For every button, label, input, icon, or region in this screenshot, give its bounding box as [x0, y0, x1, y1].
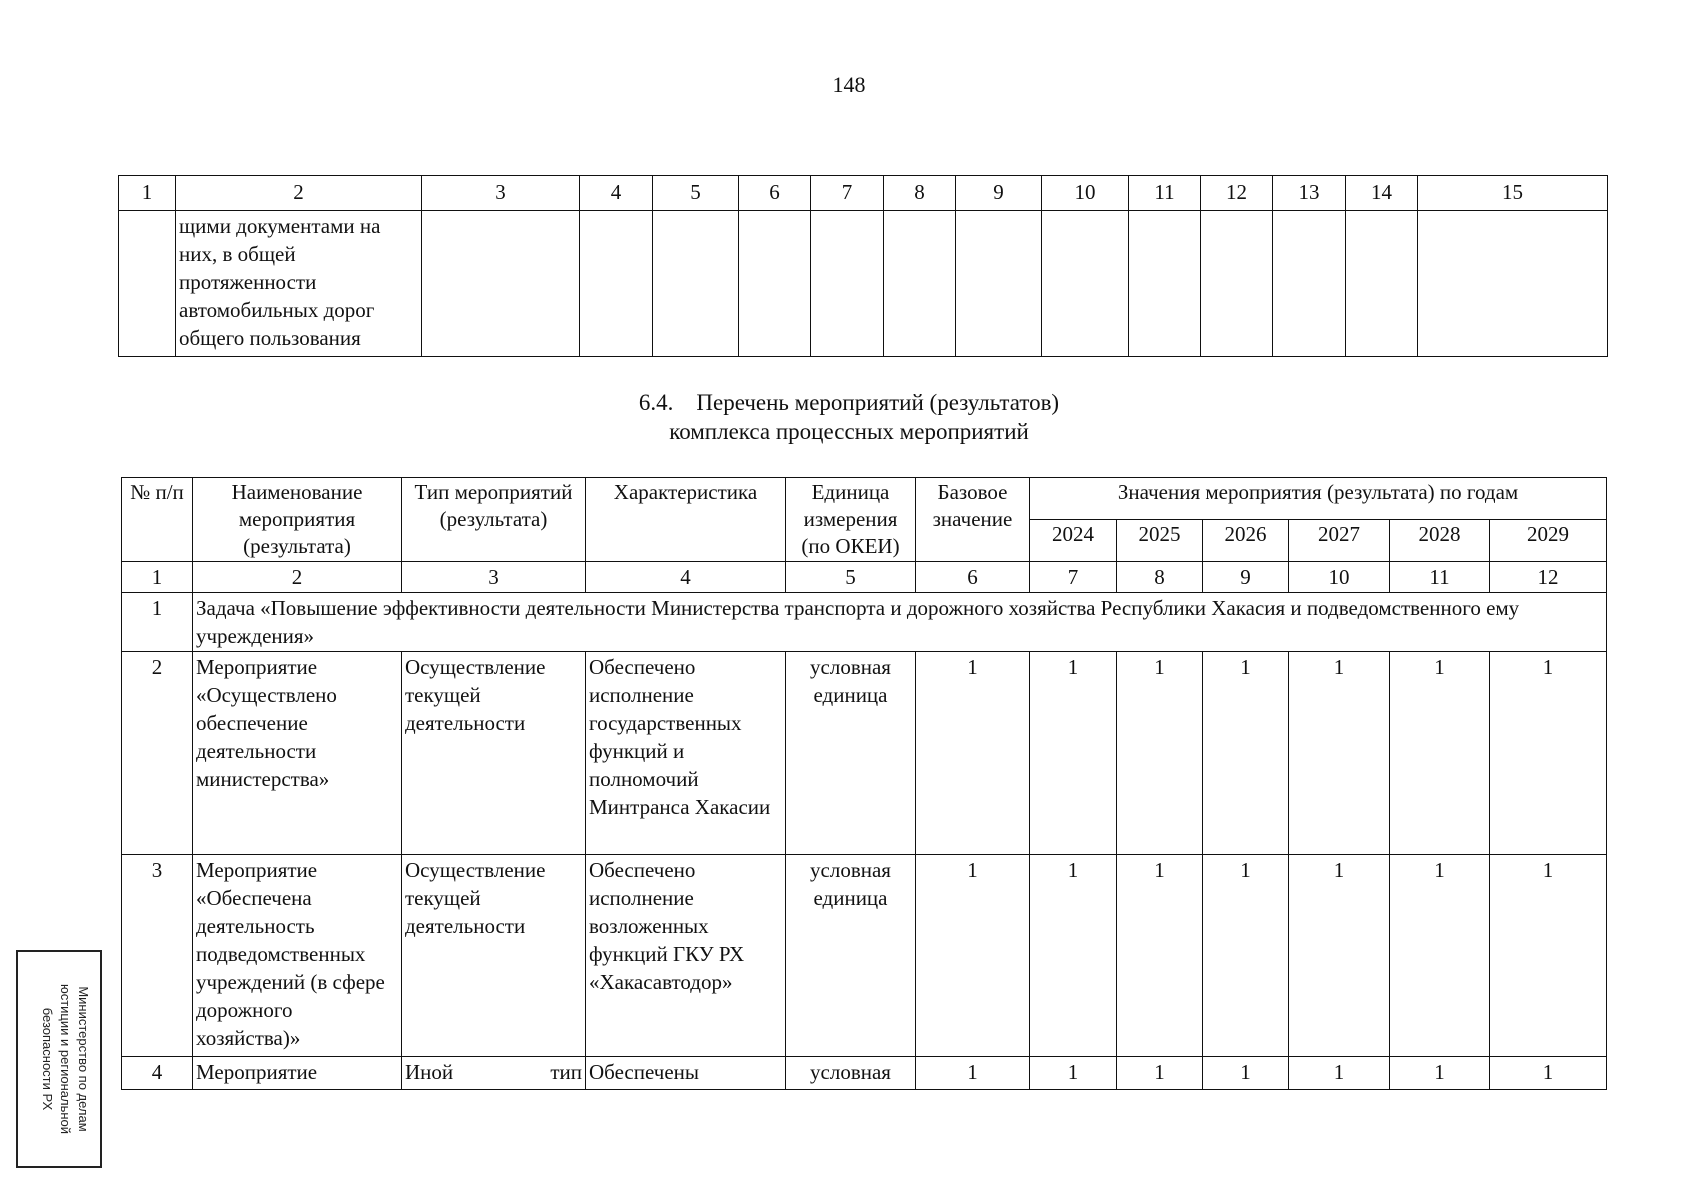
row-value: 1	[1289, 652, 1390, 855]
continuation-table	[118, 175, 1608, 357]
row-base: 1	[916, 1057, 1030, 1090]
column-number: 10	[1289, 562, 1390, 593]
header-year: 2024	[1030, 520, 1117, 562]
row-value: 1	[1030, 652, 1117, 855]
row-base: 1	[916, 652, 1030, 855]
row-base: 1	[916, 855, 1030, 1057]
column-number: 2	[193, 562, 402, 593]
row-type: Иной тип	[402, 1057, 586, 1090]
column-number: 13	[1273, 176, 1346, 211]
column-number: 5	[786, 562, 916, 593]
header-year: 2026	[1203, 520, 1289, 562]
task-text: Задача «Повышение эффективности деятельности Министерства транспорта и дорожного хозяйства Республики Хакасия и подведомственного ему учреждения»	[193, 593, 1607, 652]
column-numbers-row	[122, 562, 1607, 593]
header-year: 2025	[1117, 520, 1203, 562]
row-characteristic: Обеспечены	[586, 1057, 786, 1090]
row-value: 1	[1490, 1057, 1607, 1090]
stamp-text	[18, 952, 100, 1166]
column-number: 6	[739, 176, 811, 211]
section-title-line1: 6.4. Перечень мероприятий (результатов)	[638, 390, 1060, 415]
stamp-line: Министерство по делам	[76, 986, 91, 1132]
header-year: 2029	[1490, 520, 1607, 562]
row-unit: условная	[786, 1057, 916, 1090]
section-title-line2: комплекса процессных мероприятий	[669, 419, 1029, 444]
column-number: 10	[1042, 176, 1129, 211]
row-unit: условная единица	[786, 652, 916, 855]
header-name: Наименование мероприятия (результата)	[193, 478, 402, 562]
column-number: 7	[1030, 562, 1117, 593]
header-values-group: Значения мероприятия (результата) по годам	[1030, 478, 1607, 520]
row-value: 1	[1289, 1057, 1390, 1090]
row-characteristic: Обеспечено исполнение государственных функций и полномочий Минтранса Хакасии	[586, 652, 786, 855]
row-value: 1	[1390, 855, 1490, 1057]
column-number: 9	[956, 176, 1042, 211]
header-type: Тип мероприятий (результата)	[402, 478, 586, 562]
header-year: 2027	[1289, 520, 1390, 562]
row-value: 1	[1390, 1057, 1490, 1090]
column-number: 11	[1390, 562, 1490, 593]
header-year: 2028	[1390, 520, 1490, 562]
task-num: 1	[122, 593, 193, 652]
row-num: 2	[122, 652, 193, 855]
row-type: Осуществление текущей деятельности	[402, 855, 586, 1057]
row-value: 1	[1289, 855, 1390, 1057]
task-row	[122, 593, 1607, 652]
column-number: 9	[1203, 562, 1289, 593]
row-value: 1	[1490, 855, 1607, 1057]
column-number: 14	[1346, 176, 1418, 211]
column-number: 3	[422, 176, 580, 211]
row-value: 1	[1030, 855, 1117, 1057]
page-number: 148	[832, 72, 866, 97]
column-number: 3	[402, 562, 586, 593]
column-number: 11	[1129, 176, 1201, 211]
column-number: 8	[1117, 562, 1203, 593]
column-number: 12	[1201, 176, 1273, 211]
section-heading	[0, 388, 1698, 446]
row-value: 1	[1030, 1057, 1117, 1090]
column-number: 6	[916, 562, 1030, 593]
row-value: 1	[1117, 652, 1203, 855]
row-value: 1	[1117, 855, 1203, 1057]
stamp-line: безопасности РХ	[40, 1007, 55, 1111]
column-number: 1	[119, 176, 176, 211]
column-number: 1	[122, 562, 193, 593]
row-value: 1	[1390, 652, 1490, 855]
row-unit: условная единица	[786, 855, 916, 1057]
row-value: 1	[1203, 855, 1289, 1057]
row-value: 1	[1203, 652, 1289, 855]
column-number: 4	[586, 562, 786, 593]
row-num: 3	[122, 855, 193, 1057]
header-num: № п/п	[122, 478, 193, 562]
column-number: 8	[884, 176, 956, 211]
table-row	[119, 211, 1608, 357]
column-number: 12	[1490, 562, 1607, 593]
activities-table	[121, 477, 1607, 1090]
row-name: Мероприятие «Осуществлено обеспечение деятельности министерства»	[193, 652, 402, 855]
continuation-cell-text: щими документами на них, в общей протяженности автомобильных дорог общего пользования	[176, 211, 422, 357]
stamp-line: юстиции и региональной	[58, 983, 73, 1135]
row-characteristic: Обеспечено исполнение возложенных функций ГКУ РХ «Хакасавтодор»	[586, 855, 786, 1057]
header-unit: Единица измерения (по ОКЕИ)	[786, 478, 916, 562]
column-number: 15	[1418, 176, 1608, 211]
row-value: 1	[1117, 1057, 1203, 1090]
row-type: Осуществление текущей деятельности	[402, 652, 586, 855]
table-header-row	[119, 176, 1608, 211]
header-base: Базовое значение	[916, 478, 1030, 562]
row-name: Мероприятие «Обеспечена деятельность подведомственных учреждений (в сфере дорожного хозяйства)»	[193, 855, 402, 1057]
column-number: 4	[580, 176, 653, 211]
row-num: 4	[122, 1057, 193, 1090]
column-number: 7	[811, 176, 884, 211]
table-header-row	[122, 478, 1607, 520]
column-number: 5	[653, 176, 739, 211]
table-row	[122, 855, 1607, 1057]
row-value: 1	[1490, 652, 1607, 855]
table-row	[122, 1057, 1607, 1090]
ministry-stamp	[16, 950, 102, 1168]
row-name: Мероприятие	[193, 1057, 402, 1090]
table-row	[122, 652, 1607, 855]
header-characteristic: Характеристика	[586, 478, 786, 562]
column-number: 2	[176, 176, 422, 211]
row-value: 1	[1203, 1057, 1289, 1090]
